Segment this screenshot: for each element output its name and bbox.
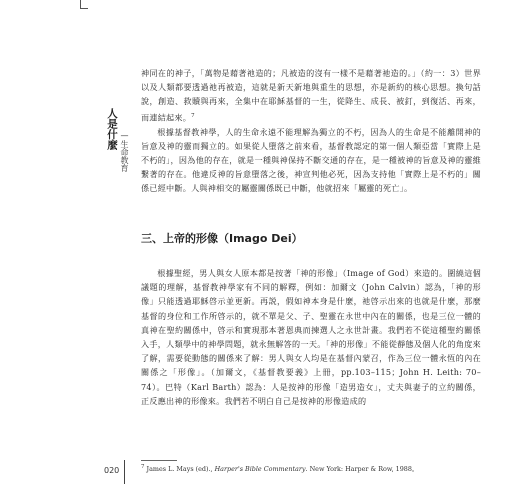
footnote: $^7$ James L. Mays (ed)., Harper's Bible Commentary. New York: Harper & Row, 1988。	[141, 464, 419, 474]
running-head-title: 人是什麼	[106, 108, 118, 150]
page-number-rule	[124, 460, 125, 484]
running-head-subtitle-text: 生命教育	[120, 140, 129, 172]
running-head-dash: —	[120, 131, 129, 140]
paragraph-immortality: 根據基督教神學，人的生命永遠不能理解為獨立的不朽，因為人的生命是不能離開神的旨意及神的靈而獨立的。如果從人墮落之前來看，基督教認定的第一個人類亞當「實際上是不朽的」，因為他的存在，就是一種與神保持不斷交通的存在，是一種被神的旨意及神的靈維繫著的存在。他違反神的旨意墮落之後，神宣判他必死，因為支持他「實際上是不朽的」關係已經中斷。人與神相交的屬靈關係既已中斷，他就招來「屬靈的死亡」。	[141, 126, 481, 194]
footnote-book-title: Harper's Bible Commentary	[214, 465, 306, 474]
paragraph-imago-dei: 根據聖經，男人與女人原本都是按著「神的形像」（Image of God）來造的。圍繞這個議題的理解，基督教神學家有不同的解釋，例如：加爾文（John Calvin）認為，「神的形像」只能透過耶穌啓示並更新。再説，假如神本身是什麼，祂啓示出來的也就是什麼，那麼基督的身位和工作所啓示的，就不單是父、子、聖靈在永世中內在的關係，也是三位一體的真神在聖約關係中，啓示和實現那本著恩典而揀選人之永世計畫。我們若不從這種聖約關係入手，人類學中的神學問題，就永無解答的一天。「神的形像」不能從靜態及個人化的角度來了解，需要從動態的關係來了解：男人與女人均是在基督內蒙召，作為三位一體永恆的內在關係之「形像」。（加爾文，《基督教要義》上冊，pp.103–115；John H. Leith: 70–74）。巴特（Karl Barth）認為：人是按神的形像「造男造女」，丈夫與妻子的立約關係，正反應出神的形像來。我們若不明白自己是按神的形像造成的	[141, 268, 481, 406]
page-number: 020	[104, 466, 120, 475]
crop-mark-horizontal	[80, 8, 88, 9]
footnote-rule	[141, 460, 177, 461]
paragraph-creation: 神同在的神子，「萬物是藉著祂造的；凡被造的沒有一樣不是藉著祂造的。」（約一：3）世界以及人類都要透過祂再被造，這就是新天新地與重生的思想，亦是新約的核心思想。換句話說，創造、救贖與再來，全集中在耶穌基督的一生，從降生、成長、被釘，到復活、再來，而連結起來。$^7$	[141, 68, 481, 123]
footnote-number: 7	[141, 464, 145, 470]
section-heading: 三、上帝的形像（Imago Dei）	[141, 232, 303, 245]
body-text-upper	[141, 66, 481, 196]
footnote-reference: 7	[191, 112, 195, 119]
running-head-subtitle	[119, 131, 129, 172]
body-text-lower	[141, 266, 481, 408]
